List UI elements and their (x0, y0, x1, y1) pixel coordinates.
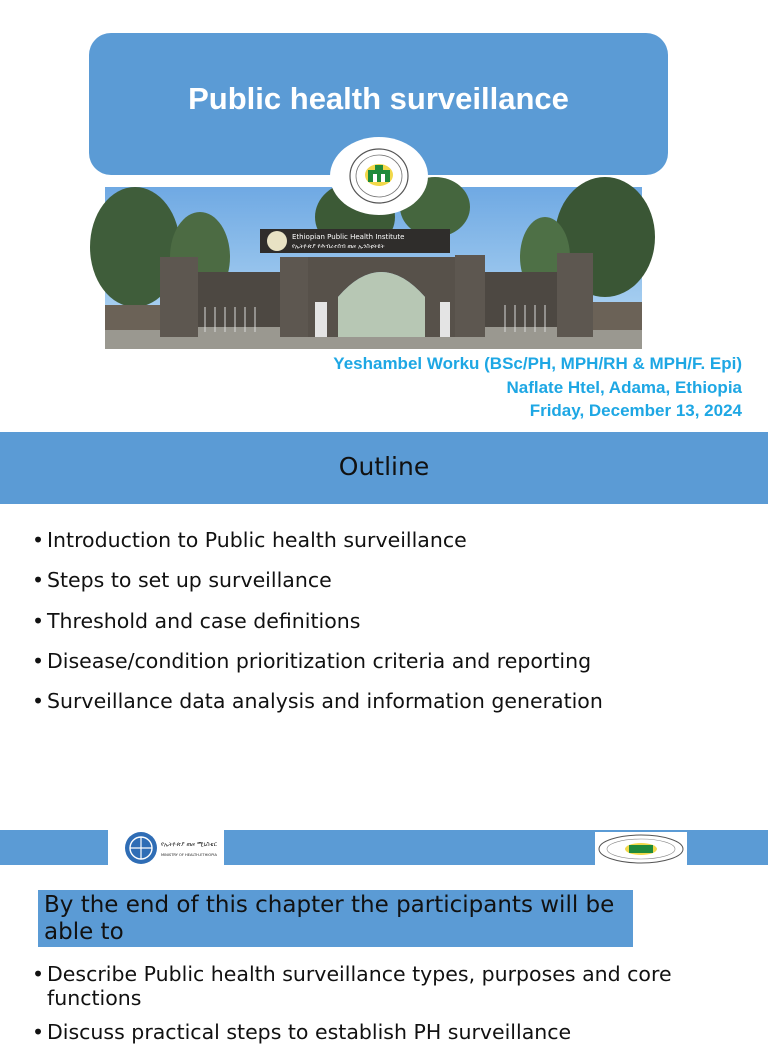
slide-title: Public health surveillance (188, 81, 569, 116)
venue: Naflate Htel, Adama, Ethiopia (506, 377, 742, 397)
ephi-seal-icon (330, 137, 428, 215)
photo-banner-line1: Ethiopian Public Health Institute (292, 233, 405, 241)
author-info (333, 352, 742, 423)
bullet-icon: • (32, 608, 45, 633)
outline-slide (0, 432, 768, 830)
outline-list (32, 528, 603, 729)
moh-amharic-name: የኢትዮጵያ ጤና ሚኒስቴር (161, 841, 218, 848)
moh-english-name: MINISTRY OF HEALTH-ETHIOPIA (161, 853, 217, 857)
ephi-seal-icon (595, 832, 687, 865)
objectives-slide (0, 830, 768, 1044)
bullet-icon: • (32, 568, 45, 593)
list-item: • Discuss practical steps to establish PH surveillance (32, 1020, 572, 1044)
objectives-heading: By the end of this chapter the participants will be able to (44, 892, 615, 945)
title-slide (0, 0, 768, 432)
list-item: • Introduction to Public health surveillance (32, 528, 467, 552)
ephi-logo-small (595, 832, 687, 865)
bullet-icon: • (32, 689, 45, 714)
list-item: • Threshold and case definitions (32, 608, 361, 633)
moh-logo (108, 830, 224, 865)
outline-header (0, 432, 768, 504)
bullet-icon: • (32, 528, 45, 552)
list-item: • Disease/condition prioritization criteria and reporting (32, 648, 592, 673)
photo-banner-line2: የኢትዮጵያ የሕብረተሰብ ጤና ኢንስቲትዩት (292, 243, 385, 250)
list-item: • Surveillance data analysis and information generation (32, 689, 603, 714)
logo-band (0, 830, 768, 865)
outline-title: Outline (338, 452, 430, 481)
objectives-heading-box (38, 890, 633, 947)
moh-globe-icon (108, 830, 224, 865)
bullet-icon: • (32, 962, 45, 986)
author-name: Yeshambel Worku (BSc/PH, MPH/RH & MPH/F. Epi) (333, 354, 742, 373)
presentation-date: Friday, December 13, 2024 (529, 401, 742, 420)
list-item: • Describe Public health surveillance types, purposes and core functions (32, 962, 672, 1010)
bullet-icon: • (32, 1020, 45, 1044)
bullet-icon: • (32, 648, 45, 673)
list-item: • Steps to set up surveillance (32, 568, 332, 593)
objectives-list (32, 962, 732, 1054)
ephi-seal-logo (330, 137, 428, 215)
